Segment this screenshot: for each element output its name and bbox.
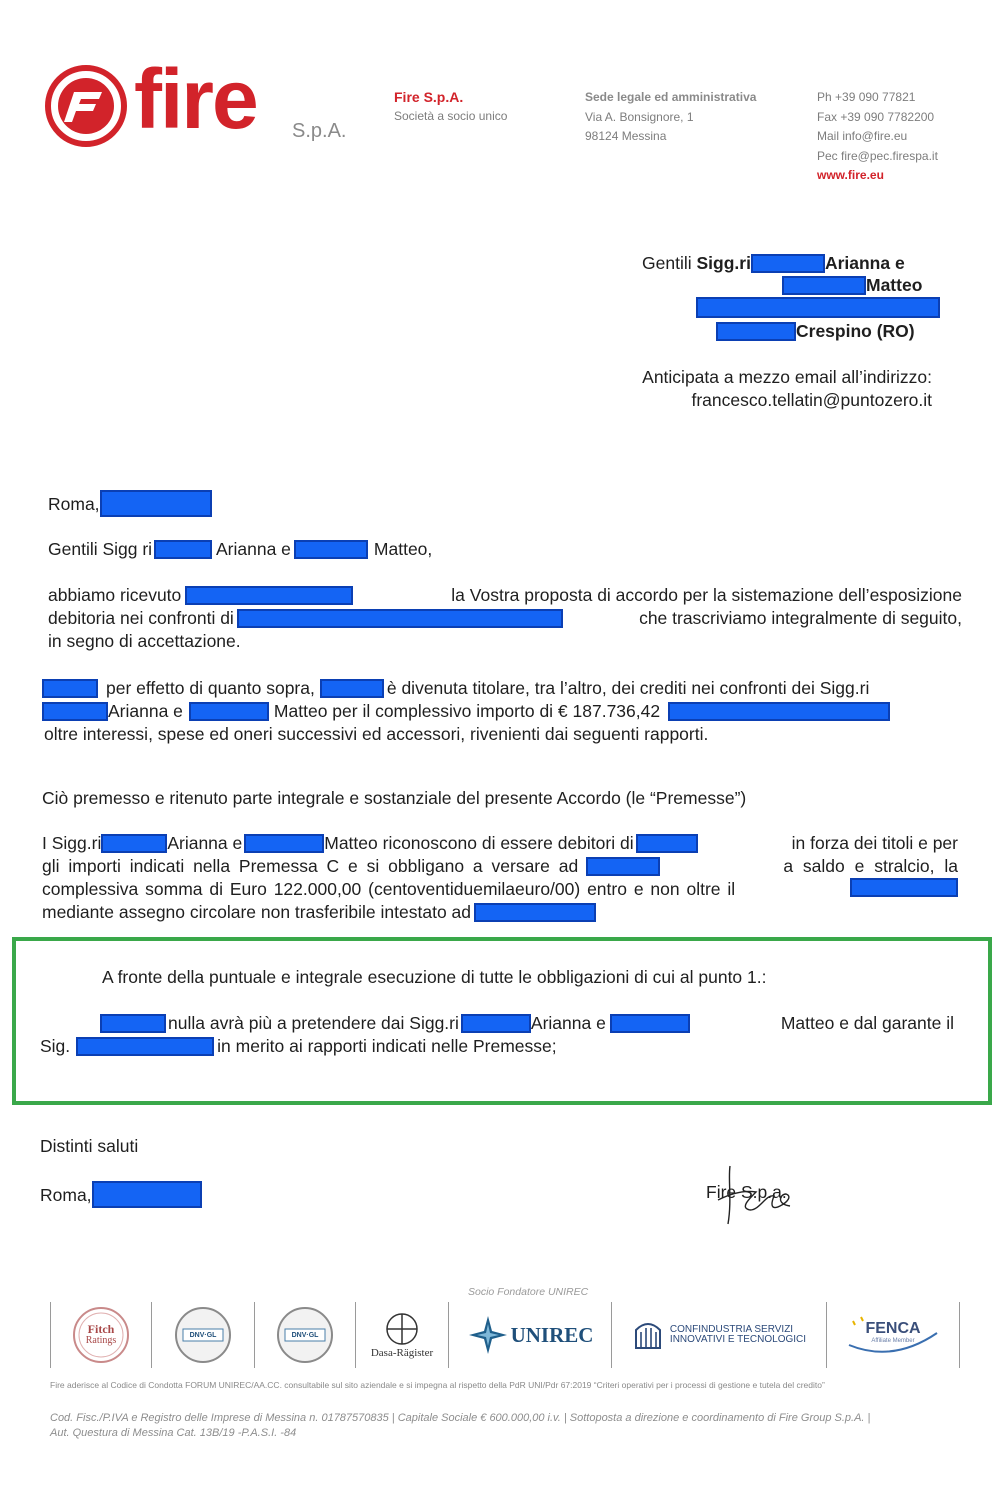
signature-text: Fire S.p.a. [706,1182,787,1202]
company-name: Fire S.p.A. [394,89,464,105]
p4-text-f: a saldo e stralcio, la [783,856,958,876]
box-p2-text-a: nulla avrà più a pretendere dai Sigg.ri [168,1013,459,1033]
closing-greeting: Distinti saluti [40,1136,139,1156]
p2-text-e: oltre interessi, spese ed oneri successivi ed accessori, rivenienti dai seguenti rapporti. [44,724,709,744]
redaction-box [294,540,368,559]
salutation-matteo: Matteo, [373,539,433,559]
redaction-box [850,878,958,897]
dnv-text-1: DNV·GL [189,1331,217,1339]
conduct-note: Fire aderisce al Codice di Condotta FORUM UNIREC/AA.CC. consultabile sul sito aziendale e si impegna al rispetto della PdR UNI/Pdr 67:2019 “Criteri operativi per i processi di gestione e tutela del credito” [50,1380,825,1390]
redaction-box [586,857,660,876]
redaction-box [76,1037,214,1056]
dasa-ragister-logo [356,1302,448,1368]
legal-line-1: Cod. Fisc./P.IVA e Registro delle Imprese di Messina n. 01787570835 | Capitale Sociale € 600.000,00 i.v. | Sottoposta a direzione e coordinamento di Fire Group S.p.A. | [50,1412,871,1424]
p4-text-a: I Sigg.ri [42,833,102,853]
box-p2-text-d: Sig. [40,1036,71,1056]
recipient-sigg: Sigg.ri [696,253,751,273]
redaction-box [636,834,698,853]
redaction-box [185,586,353,605]
p1-text-d: che trascriviamo integralmente di seguito, [639,608,962,628]
redaction-box [42,702,108,721]
p4-text-g: complessiva somma di Euro 122.000,00 (centoventiduemilaeuro/00) entro e non oltre il [42,879,736,899]
dnv-gl-logo-2 [255,1302,355,1368]
p2-text-c: Arianna e [108,701,183,721]
p4-text-d: in forza dei titoli e per [791,833,958,853]
handwritten-signature-icon [700,1160,810,1230]
email-note-label: Anticipata a mezzo email all’indirizzo: [642,367,932,387]
redaction-box [92,1181,202,1208]
phone-number: Ph +39 090 77821 [817,90,916,104]
p1-text-c: debitoria nei confronti di [48,608,234,628]
office-title: Sede legale ed amministrativa [585,90,757,104]
dasa-text: Dasa-Rägister [370,1347,434,1359]
redaction-box [100,490,212,517]
p2-text-b: è divenuta titolare, tra l’altro, dei crediti nei confronti dei Sigg.ri [386,678,870,698]
certification-logos [50,1300,970,1370]
dnv-gl-logo-1 [152,1302,254,1368]
recipient-line-1 [642,252,942,275]
recipient-email[interactable]: francesco.tellatin@puntozero.it [691,390,932,410]
redaction-box [610,1014,690,1033]
dasa-crosshair-icon [384,1311,420,1347]
redaction-box [782,276,866,295]
recipient-greeting: Gentili [642,253,692,273]
unirec-logo [449,1302,611,1368]
p4-text-b: Arianna e [167,833,243,853]
paragraph-2 [42,677,960,746]
redaction-box [101,834,167,853]
redaction-box [668,702,890,721]
legal-info [50,1411,980,1441]
redaction-box [461,1014,531,1033]
fitch-text-1: Fitch [87,1322,115,1336]
redaction-box [716,322,796,341]
redaction-box [154,540,212,559]
closing-place: Roma, [40,1185,92,1205]
p4-text-e: gli importi indicati nella Premessa C e si obbligano a versare ad [42,856,579,876]
fenca-logo [827,1302,959,1368]
dnv-text-2: DNV·GL [291,1331,319,1339]
logo-separator [959,1302,960,1368]
email-note [560,366,932,412]
recipient-line-4 [716,320,915,343]
salutation-arianna: Arianna e [215,539,291,559]
redaction-box [189,702,269,721]
pec-address: Pec fire@pec.firespa.it [817,148,938,163]
fire-emblem-icon [44,64,128,148]
legal-line-2: Aut. Questura di Messina Cat. 13B/19 -P.A.S.I. -84 [50,1427,297,1439]
box-p2-text-c: Matteo e dal garante il [780,1013,954,1033]
redaction-box [696,297,940,318]
confindustria-text-2: INNOVATIVI E TECNOLOGICI [669,1334,807,1345]
redaction-box [237,609,563,628]
fitch-text-2: Ratings [85,1335,117,1346]
redaction-box [244,834,324,853]
paragraph-4 [42,832,958,924]
recipient-line-2 [782,274,922,297]
p1-text-a: abbiamo ricevuto [48,585,182,605]
company-subtitle: Società a socio unico [394,109,508,123]
website-link[interactable]: www.fire.eu [817,168,884,182]
paragraph-3: Ciò premesso e ritenuto parte integrale e sostanziale del presente Accordo (le “Premesse”) [42,788,747,808]
p2-text-d: Matteo per il complessivo importo di € 187.736,42 [273,701,661,721]
fax-number: Fax +39 090 7782200 [817,109,935,124]
confindustria-emblem-icon [632,1318,664,1352]
p1-text-e: in segno di accettazione. [48,631,241,651]
fitch-ratings-logo [51,1302,151,1368]
p4-text-c: Matteo riconoscono di essere debitori di [324,833,634,853]
company-logo [44,52,347,152]
box-p2-text-e: in merito ai rapporti indicati nelle Premesse; [217,1036,557,1056]
fenca-text-2: Affiliate Member [871,1338,915,1344]
logo-wordmark: fire [134,52,257,146]
redaction-box [320,679,384,698]
confindustria-logo [612,1302,826,1368]
mail-address: Mail info@fire.eu [817,129,908,143]
letter-salutation [48,538,432,561]
office-address-line-1: Via A. Bonsignore, 1 [585,109,694,124]
salutation-start: Gentili Sigg ri [48,539,153,559]
box-paragraph-1: A fronte della puntuale e integrale esecuzione di tutte le obbligazioni di cui al punto 1.: [102,967,767,987]
redaction-box [751,254,825,273]
contact-block [817,88,938,186]
paragraph-1 [48,584,962,653]
unirec-star-icon [467,1314,509,1356]
redaction-box [42,679,98,698]
place-label: Roma, [48,494,100,514]
company-identity [394,88,507,127]
unirec-caption: Socio Fondatore UNIREC [468,1286,589,1298]
confindustria-text-1: CONFINDUSTRIA SERVIZI [669,1324,794,1335]
p4-text-h: mediante assegno circolare non trasferibile intestato ad [42,902,471,922]
letter-place-date [48,490,212,517]
office-address-line-2: 98124 Messina [585,129,667,143]
redaction-box [474,903,596,922]
office-address [585,88,756,147]
logo-suffix: S.p.A. [292,120,347,142]
recipient-city: Crespino (RO) [796,321,915,341]
fenca-text-1: FENCA [865,1320,921,1337]
box-paragraph-2 [40,1012,954,1058]
recipient-names-2: Matteo [866,275,923,295]
recipient-names-1: Arianna e [824,253,905,273]
redaction-box [100,1014,166,1033]
p1-text-b: la Vostra proposta di accordo per la sistemazione dell’esposizione [451,585,962,605]
p2-text-a: per effetto di quanto sopra, [106,678,315,698]
unirec-text: UNIREC [510,1322,594,1347]
box-p2-text-b: Arianna e [530,1013,606,1033]
closing-place-date [40,1181,202,1208]
